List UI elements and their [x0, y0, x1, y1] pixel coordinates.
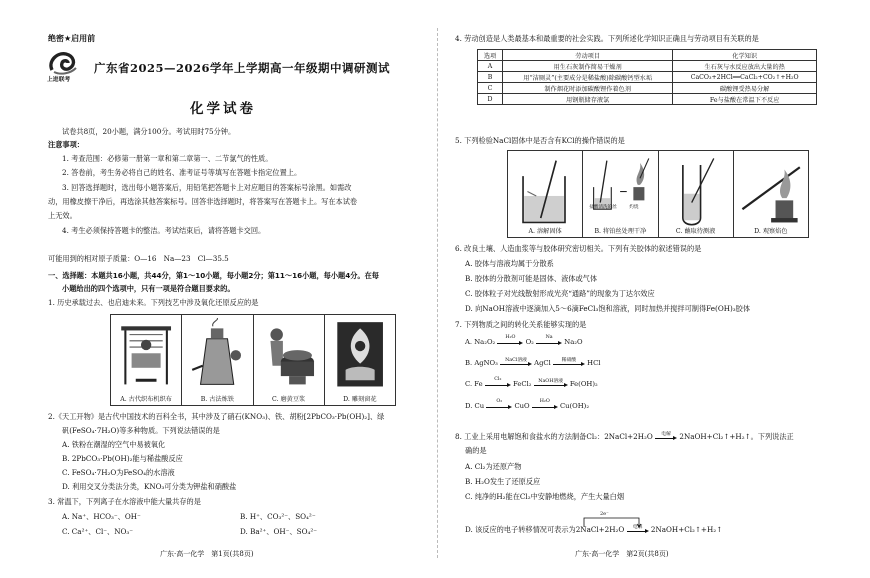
section-one-heading: 一、选择题：本题共16小题，共44分，第1～10小题，每小题2分；第11～16小题，每小题4分。在每 [48, 271, 379, 280]
table-row[interactable] [478, 61, 817, 72]
q5-caption: D. 观察焰色 [754, 228, 788, 235]
q1-option-c[interactable] [254, 315, 325, 405]
q4-stem: 4. 劳动创造是人类最基本和最重要的社会实践。下列所述化学知识正确且与劳动项目有关联的是 [455, 34, 759, 43]
q5-wire-label: 盐酸清洗铂丝 [589, 205, 617, 210]
table-row[interactable] [478, 94, 817, 105]
section-one-heading-cont: 小题给出的四个选项中，只有一项是符合题目要求的。 [62, 284, 235, 293]
q7-species: Cu(OH)₂ [559, 402, 590, 410]
q3-option[interactable]: A. Na⁺、HCO₃⁻、OH⁻ [62, 512, 141, 521]
q6-option[interactable]: D. 向NaOH溶液中逐滴加入5～6滴FeCl₃饱和溶液，同时加热并搅拌可制得Fe(OH)₃胶体 [465, 304, 751, 313]
q8-option-d[interactable] [465, 525, 722, 535]
table-cell: 用钢瓶储存液氯 [503, 94, 673, 105]
q7-species: A. Na₂O₂ [465, 338, 496, 346]
q7-species: AgCl [534, 359, 551, 367]
q7-option-a[interactable] [465, 335, 583, 346]
note-line: 1. 考查范围：必修第一册第一章和第二章第一、二节氯气的性质。 [62, 154, 273, 163]
table-header: 化学知识 [673, 50, 817, 61]
q7-species: Na₂O [564, 338, 583, 346]
q7-species: FeCl₂ [513, 380, 532, 388]
q8-option[interactable]: B. H₂O发生了还原反应 [465, 477, 541, 486]
atomic-mass-line: 可能用到的相对原子质量：O—16 Na—23 Cl—35.5 [48, 254, 229, 263]
table-row[interactable] [478, 72, 817, 83]
reaction-arrow-icon: H₂O [532, 402, 558, 410]
notes-heading: 注意事项： [48, 140, 84, 149]
reaction-arrow-icon: O₂ [486, 402, 512, 410]
q1-option-d[interactable] [325, 315, 395, 405]
table-cell: 用“洁厕灵”(主要成分是稀盐酸)除碳酸钙型水垢 [503, 72, 673, 83]
q6-option[interactable]: C. 胶体粒子对光线散射形成光亮“通路”的现象为丁达尔效应 [465, 289, 655, 298]
q2-option[interactable]: D. 利用交叉分类法分类，KNO₃可分类为钾盐和硝酸盐 [62, 482, 237, 491]
q1-caption: B. 古法炼铁 [200, 396, 234, 403]
table-cell: C [478, 83, 503, 94]
q2-option[interactable]: C. FeSO₄·7H₂O为FeSO₄的水溶液 [62, 468, 175, 477]
q1-option-a[interactable] [111, 315, 182, 405]
test-tube-icon [663, 154, 729, 231]
reaction-arrow-icon: NaCl溶液 [500, 359, 532, 367]
intro-text: 试卷共8页，20小题，满分100分。考试用时75分钟。 [62, 127, 236, 136]
q7-option-d[interactable] [465, 399, 590, 410]
table-cell: D [478, 94, 503, 105]
q7-option-b[interactable] [465, 359, 600, 367]
secret-label: 绝密★启用前 [48, 34, 96, 43]
q8-option[interactable]: C. 纯净的H₂能在Cl₂中安静地燃烧，产生大量白烟 [465, 492, 625, 501]
q2-stem: 2.《天工开物》是古代中国技术的百科全书，其中涉及了硝石(KNO₃)、铁、胡粉[2PbCO₃·Pb(OH)₂]、绿 [48, 412, 385, 421]
q5-option-d[interactable] [734, 151, 808, 237]
loom-icon [115, 318, 177, 391]
subject-title: 化学试卷 [190, 101, 256, 117]
table-cell: A [478, 61, 503, 72]
q7-species: CuO [514, 402, 530, 410]
table-cell: 生石灰与水反应放出大量的热 [673, 61, 817, 72]
beaker-icon [512, 154, 578, 231]
q1-stem: 1. 历史承载过去、也启迪未来。下列技艺中涉及氧化还原反应的是 [48, 298, 259, 307]
reaction-arrow-icon: Na [536, 338, 562, 346]
q3-option[interactable]: D. Ba²⁺、OH⁻、SO₄²⁻ [240, 527, 318, 536]
q5-caption: A. 溶解固体 [528, 228, 562, 235]
q2-option[interactable]: B. 2PbCO₃·Pb(OH)₂能与稀盐酸反应 [62, 454, 183, 463]
table-cell: CaCO₃+2HCl══CaCl₂+CO₂↑+H₂O [673, 72, 817, 83]
q5-stem: 5. 下列检验NaCl固体中是否含有KCl的操作错误的是 [455, 136, 625, 145]
table-cell: B [478, 72, 503, 83]
reaction-arrow-icon: 电解 [655, 433, 677, 441]
q5-option-b[interactable] [583, 151, 658, 237]
table-header-row [478, 50, 817, 61]
reaction-arrow-icon: 稀硝酸 [553, 359, 585, 367]
paper-cut-icon [329, 318, 391, 391]
q1-option-b[interactable] [182, 315, 253, 405]
q6-option[interactable]: A. 胶体与溶液均属于分散系 [465, 259, 554, 268]
logo-swirl-icon [46, 50, 80, 76]
reaction-arrow-icon: 电解 [627, 526, 649, 534]
note-line: 3. 回答选择题时，选出每小题答案后，用铅笔把答题卡上对应题目的答案标号涂黑。如需改 [62, 183, 352, 192]
table-row[interactable] [478, 83, 817, 94]
q1-caption: D. 雕刻窗花 [343, 396, 377, 403]
footer-right: 广东·高一化学 第2页(共8页) [575, 550, 669, 558]
q8-option-d-text: D. 该反应的电子转移情况可表示为2NaCl+2H₂O [465, 525, 625, 534]
q8-stem-cont: 确的是 [465, 446, 487, 455]
exam-title: 广东省2025—2026学年上学期高一年级期中调研测试 [94, 61, 391, 75]
right-column [455, 0, 840, 578]
q3-stem: 3. 常温下，下列离子在水溶液中能大量共存的是 [48, 497, 201, 506]
table-header: 选项 [478, 50, 503, 61]
q5-figure-strip [507, 150, 809, 238]
note-line: 4. 考生必须保持答题卡的整洁。考试结束后，请将答题卡交回。 [62, 226, 266, 235]
note-line: 动，用橡皮擦干净后，再选涂其他答案标号。回答非选择题时，将答案写在答题卡上。写在本试卷 [48, 197, 358, 206]
note-line: 2. 答卷前，考生务必将自己的姓名、准考证号等填写在答题卡指定位置上。 [62, 168, 302, 177]
q1-caption: C. 磨黄豆浆 [272, 396, 306, 403]
q2-option[interactable]: A. 铁粉在潮湿的空气中易被氧化 [62, 440, 166, 449]
electron-transfer-label: 2e⁻ [600, 511, 609, 517]
q5-option-c[interactable] [659, 151, 734, 237]
stone-mill-icon [258, 318, 320, 391]
left-column [40, 0, 425, 578]
furnace-icon [186, 318, 248, 391]
q7-species: D. Cu [465, 402, 485, 410]
q7-species: O₂ [525, 338, 534, 346]
q7-species: C. Fe [465, 380, 483, 388]
table-cell: 碳酸锂受热易分解 [673, 83, 817, 94]
q8-stem-part: 8. 工业上采用电解饱和食盐水的方法制备Cl₂：2NaCl+2H₂O [455, 432, 653, 441]
column-divider [437, 28, 438, 558]
q1-caption: A. 古代织布机织布 [120, 396, 172, 403]
q8-option-d-tail: 2NaOH+Cl₂↑+H₂↑ [650, 525, 723, 534]
table-cell: 制作烟花时添加碳酸锂作着色剂 [503, 83, 673, 94]
q8-option[interactable]: A. Cl₂为还原产物 [465, 462, 522, 471]
note-line: 上无效。 [48, 211, 77, 220]
logo-text: 上进联考 [47, 77, 71, 83]
table-cell: 用生石灰制作简易干燥剂 [503, 61, 673, 72]
reaction-arrow-icon: H₂O [497, 338, 523, 346]
table-header: 劳动项目 [503, 50, 673, 61]
q5-caption: C. 蘸取待测液 [675, 228, 716, 235]
q8-stem-part: 2NaOH+Cl₂↑+H₂↑。下列说法正 [679, 432, 794, 441]
q3-option[interactable]: B. H⁺、CO₃²⁻、SO₄²⁻ [240, 512, 316, 521]
q7-species: Fe(OH)₂ [569, 380, 598, 388]
logo [46, 50, 80, 86]
q5-option-a[interactable] [508, 151, 583, 237]
q6-stem: 6. 改良土壤、人造血浆等与胶体研究密切相关。下列有关胶体的叙述错误的是 [455, 244, 702, 253]
table-cell: Fe与盐酸在常温下不反应 [673, 94, 817, 105]
q6-option[interactable]: B. 胶体的分散剂可能是固体、液体或气体 [465, 274, 598, 283]
q7-option-c[interactable] [465, 377, 598, 388]
reaction-arrow-icon: NaOH溶液 [534, 380, 568, 388]
q7-species: B. AgNO₃ [465, 359, 498, 367]
q1-figure-strip [110, 314, 396, 406]
q5-caption: B. 将铂丝处理干净 [594, 228, 647, 235]
q2-stem-cont: 矾(FeSO₄·7H₂O)等多种物质。下列说法错误的是 [62, 426, 220, 435]
q5-burn-label: 灼烧 [629, 205, 639, 210]
q4-table [477, 49, 817, 105]
q3-option[interactable]: C. Ca²⁺、Cl⁻、NO₃⁻ [62, 527, 134, 536]
wire-cleaning-icon [587, 154, 653, 231]
flame-test-icon [738, 154, 804, 231]
q8-stem [455, 432, 794, 442]
reaction-arrow-icon: Cl₂ [485, 380, 511, 388]
q7-stem: 7. 下列物质之间的转化关系能够实现的是 [455, 320, 587, 329]
q7-species: HCl [587, 359, 601, 367]
footer-left: 广东·高一化学 第1页(共8页) [160, 550, 254, 558]
